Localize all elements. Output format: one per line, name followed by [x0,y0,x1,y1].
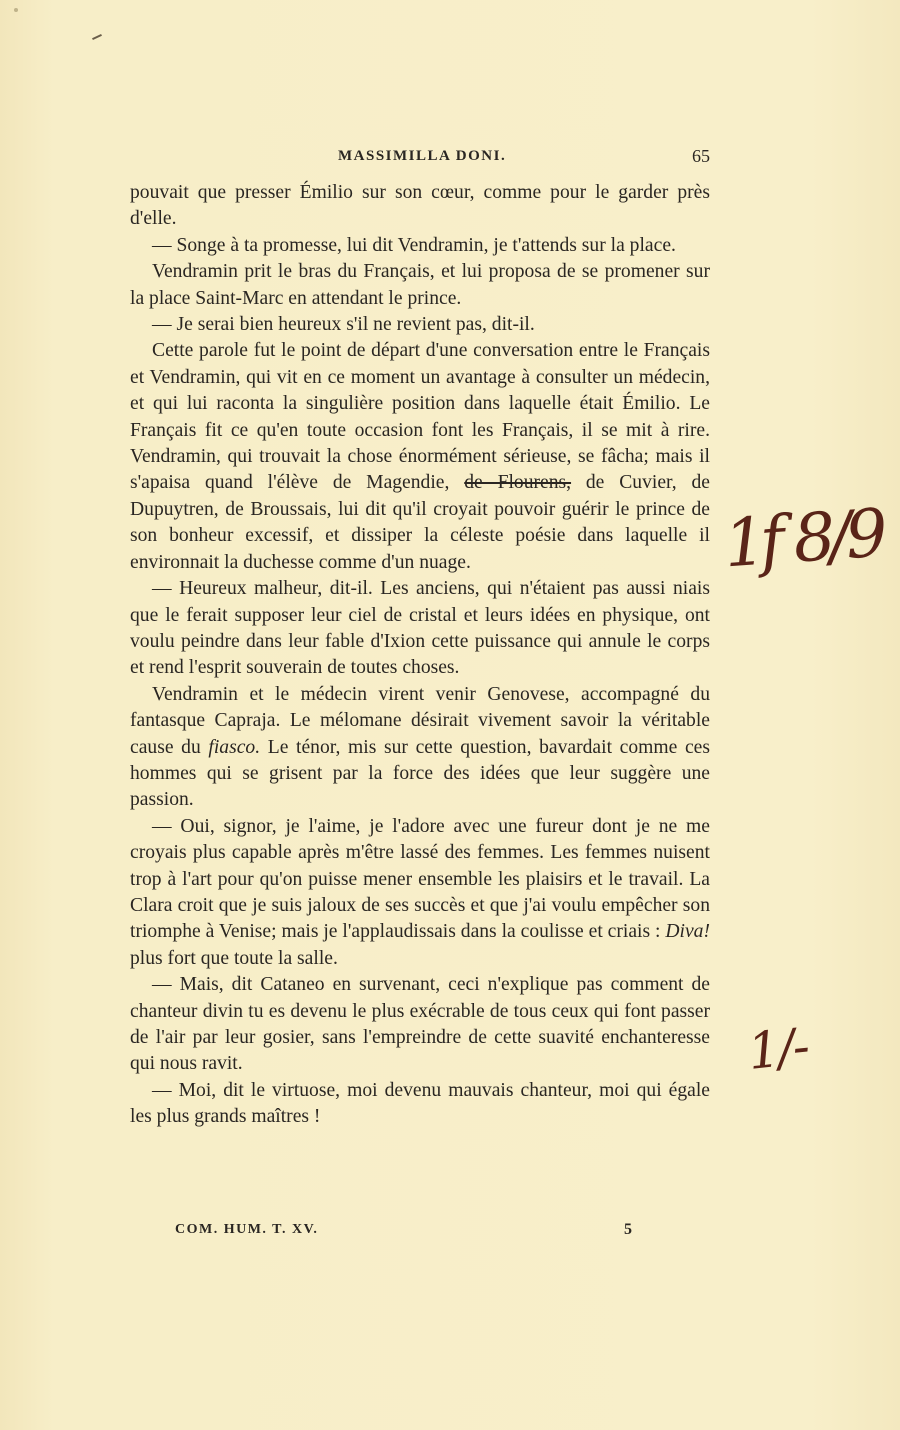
italic-word: Diva! [665,921,710,943]
signature-mark: COM. HUM. T. XV. [175,1222,319,1237]
handwritten-margin-note: 1f 8/9 [721,494,885,583]
paragraph: pouvait que presser Émilio sur son cœur, comme pour le garder près d'elle. [130,182,710,230]
page-footer [130,1222,710,1246]
corner-speck [14,8,18,12]
running-title: MASSIMILLA DONI. [338,148,507,164]
margin-tick-mark [92,34,102,40]
italic-word: fiasco. [208,736,261,758]
paragraph: — Heureux malheur, dit-il. Les anciens, qui n'étaient pas aussi niais que le ferait supposer leur ciel de cristal et leurs idées en physique, ont voulu peindre dans leur fable d'Ixion cette puissance qui annule le corps et rend l'esprit souverain de toutes choses. [130,578,710,679]
paragraph-text-continued: Le ténor, mis sur cette question, bavardait comme ces hommes qui se grisent par la force des idées que leur suggère une passion. [130,736,710,811]
paragraph-text: Vendramin et le médecin virent venir Genovese, accompagné du fantasque Capraja. Le mélomane désirait vivement savoir la véritable cause du [130,683,710,758]
paragraph [130,682,710,814]
sheet-number: 5 [624,1221,632,1238]
paragraph: — Mais, dit Cataneo en survenant, ceci n'explique pas comment de chanteur divin tu es devenu le plus exécrable de tous ceux qui font passer de l'air par leur gosier, sans l'empreindre de cette suavité enchanteresse qui nous ravit. [130,974,710,1075]
page-header [130,148,710,172]
paragraph: Vendramin prit le bras du Français, et lui proposa de se promener sur la place Saint-Marc en attendant le prince. [130,261,710,309]
paragraph: — Je serai bien heureux s'il ne revient pas, dit-il. [152,314,535,336]
paragraph-text: Cette parole fut le point de départ d'une conversation entre le Français et Vendramin, qui vit en ce moment un avantage à consulter un médecin, et qui lui raconta la singulière position dans laquelle était Émilio. Le Français fit ce qu'en toute occasion font les Français, il se mit à rire. Vendramin, qui trouvait la chose énormément sérieuse, se fâcha; mais il s'apaisa quand l'élève de Magendie, [130,340,710,494]
paragraph-text-continued: plus fort que toute la salle. [130,947,338,969]
paragraph: — Songe à ta promesse, lui dit Vendramin, je t'attends sur la place. [152,234,676,256]
paragraph: — Moi, dit le virtuose, moi devenu mauvais chanteur, moi qui égale les plus grands maîtres ! [130,1079,710,1128]
handwritten-margin-note: 1/- [745,1017,811,1081]
paragraph [130,338,710,576]
paragraph [130,814,710,972]
body-text [130,180,710,1131]
paragraph-text-continued: de Cuvier, de Dupuytren, de Broussais, lui dit qu'il croyait pouvoir guérir le prince de son bonheur excessif, et dissiper la céleste poésie dans laquelle il environnait la duchesse comme d'un nuage. [130,472,710,573]
struck-text: de Flourens, [464,472,572,494]
paragraph-text: — Oui, signor, je l'aime, je l'adore avec une fureur dont je ne me croyais plus capable après m'être lassé des femmes. Les femmes nuisent trop à l'art pour qu'on puisse mener ensemble les plaisirs et le travail. La Clara croit que je suis jaloux de ses succès et que j'ai voulu empêcher son triomphe à Venise; mais je l'applaudissais dans la coulisse et criais : [130,815,710,943]
page-number: 65 [692,146,710,166]
